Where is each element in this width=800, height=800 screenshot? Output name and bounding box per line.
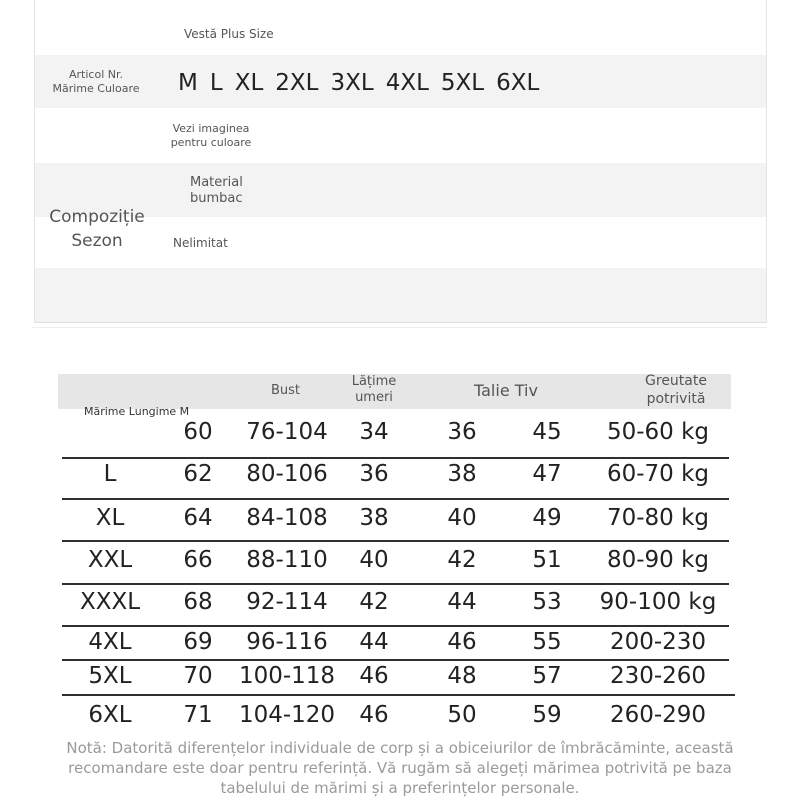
cell-waist: 38	[447, 461, 477, 487]
cell-length: 60	[183, 419, 213, 445]
cell-weight: 80-90 kg	[606, 547, 710, 573]
cell-size: 6XL	[88, 702, 132, 728]
cell-waist: 48	[447, 663, 477, 689]
cell-shoulder: 46	[359, 663, 389, 689]
cell-shoulder: 34	[359, 419, 389, 445]
cell-bust: 104-120	[238, 702, 336, 728]
color-note-line1: Vezi imaginea	[172, 122, 250, 135]
cell-weight: 200-230	[609, 629, 707, 655]
header-shoulder-line2: umeri	[355, 390, 393, 405]
header-shoulder	[343, 374, 405, 406]
cell-bust: 84-108	[246, 505, 328, 531]
cell-hem: 51	[532, 547, 562, 573]
cell-weight: 70-80 kg	[606, 505, 710, 531]
cell-length: 64	[183, 505, 213, 531]
size-list	[178, 70, 551, 96]
cell-shoulder: 46	[359, 702, 389, 728]
cell-hem: 47	[532, 461, 562, 487]
cell-size: 4XL	[88, 629, 132, 655]
row-divider	[62, 625, 729, 627]
size-option: 6XL	[496, 70, 540, 96]
size-option: 2XL	[275, 70, 319, 96]
header-weight-line1: Greutate	[645, 373, 707, 389]
product-info-card	[34, 0, 767, 323]
cell-shoulder: 42	[359, 589, 389, 615]
cell-length: 62	[183, 461, 213, 487]
cell-waist: 44	[447, 589, 477, 615]
cell-weight: 60-70 kg	[606, 461, 710, 487]
header-size-length: Mărime Lungime M	[84, 405, 190, 418]
header-bust: Bust	[271, 383, 301, 398]
cell-waist: 50	[447, 702, 477, 728]
note-line3: tabelului de mărimi și a preferințelor personale.	[220, 779, 580, 797]
color-note	[169, 122, 253, 150]
cell-bust: 80-106	[246, 461, 328, 487]
note-line1: Notă: Datorită diferențelor individuale de corp și a obiceiurilor de îmbrăcăminte, această	[66, 739, 734, 757]
cell-size: XXXL	[79, 589, 141, 615]
cell-size: XXL	[87, 547, 133, 573]
cell-length: 70	[183, 663, 213, 689]
season-label: Sezon	[71, 231, 123, 251]
material-line2: bumbac	[190, 191, 243, 206]
cell-length: 66	[183, 547, 213, 573]
size-color-label: Mărime Culoare	[52, 82, 140, 95]
info-band-empty	[35, 268, 766, 322]
cell-hem: 55	[532, 629, 562, 655]
cell-hem: 49	[532, 505, 562, 531]
row-divider	[62, 694, 735, 696]
size-option: L	[209, 70, 223, 96]
size-option: XL	[234, 70, 264, 96]
cell-waist: 40	[447, 505, 477, 531]
cell-hem: 53	[532, 589, 562, 615]
cell-waist: 46	[447, 629, 477, 655]
header-shoulder-line1: Lățime	[351, 374, 397, 389]
material-value	[190, 175, 243, 207]
material-line1: Material	[190, 175, 243, 190]
cell-bust: 88-110	[246, 547, 328, 573]
season-value: Nelimitat	[173, 236, 228, 250]
cell-hem: 57	[532, 663, 562, 689]
cell-length: 71	[183, 702, 213, 728]
cell-waist: 42	[447, 547, 477, 573]
cell-shoulder: 40	[359, 547, 389, 573]
cell-waist: 36	[447, 419, 477, 445]
header-weight-line2: potrivită	[646, 391, 706, 407]
cell-shoulder: 38	[359, 505, 389, 531]
size-option: 5XL	[440, 70, 485, 96]
cell-size: L	[103, 461, 117, 487]
size-option: 4XL	[385, 70, 429, 96]
cell-weight: 50-60 kg	[606, 419, 710, 445]
row-divider	[62, 659, 729, 661]
composition-season-label	[41, 205, 153, 253]
cell-shoulder: 36	[359, 461, 389, 487]
cell-length: 69	[183, 629, 213, 655]
cell-size: XL	[95, 505, 125, 531]
size-option: M	[178, 70, 198, 96]
product-name: Vestă Plus Size	[184, 27, 274, 41]
note-line2: recomandare este doar pentru referință. Vă rugăm să alegeți mărimea potrivită pe baza	[68, 759, 732, 777]
cell-hem: 45	[532, 419, 562, 445]
size-note	[30, 738, 770, 798]
row-divider	[62, 540, 729, 542]
header-weight	[640, 372, 712, 408]
cell-bust: 92-114	[246, 589, 328, 615]
cell-hem: 59	[532, 702, 562, 728]
section-divider	[32, 327, 767, 328]
cell-bust: 100-118	[238, 663, 336, 689]
cell-size: 5XL	[88, 663, 132, 689]
row-divider	[62, 583, 729, 585]
article-label: Articol Nr.	[69, 68, 123, 81]
cell-weight: 230-260	[609, 663, 707, 689]
row-divider	[62, 498, 729, 500]
composition-label: Compoziție	[49, 207, 145, 227]
cell-weight: 260-290	[609, 702, 707, 728]
header-waist-hem: Talie Tiv	[474, 381, 538, 400]
cell-bust: 76-104	[246, 419, 328, 445]
cell-weight: 90-100 kg	[599, 589, 717, 615]
article-size-color-label	[41, 68, 151, 96]
size-option: 3XL	[330, 70, 374, 96]
cell-shoulder: 44	[359, 629, 389, 655]
color-note-line2: pentru culoare	[170, 136, 252, 149]
cell-bust: 96-116	[246, 629, 328, 655]
row-divider	[62, 457, 729, 459]
cell-length: 68	[183, 589, 213, 615]
